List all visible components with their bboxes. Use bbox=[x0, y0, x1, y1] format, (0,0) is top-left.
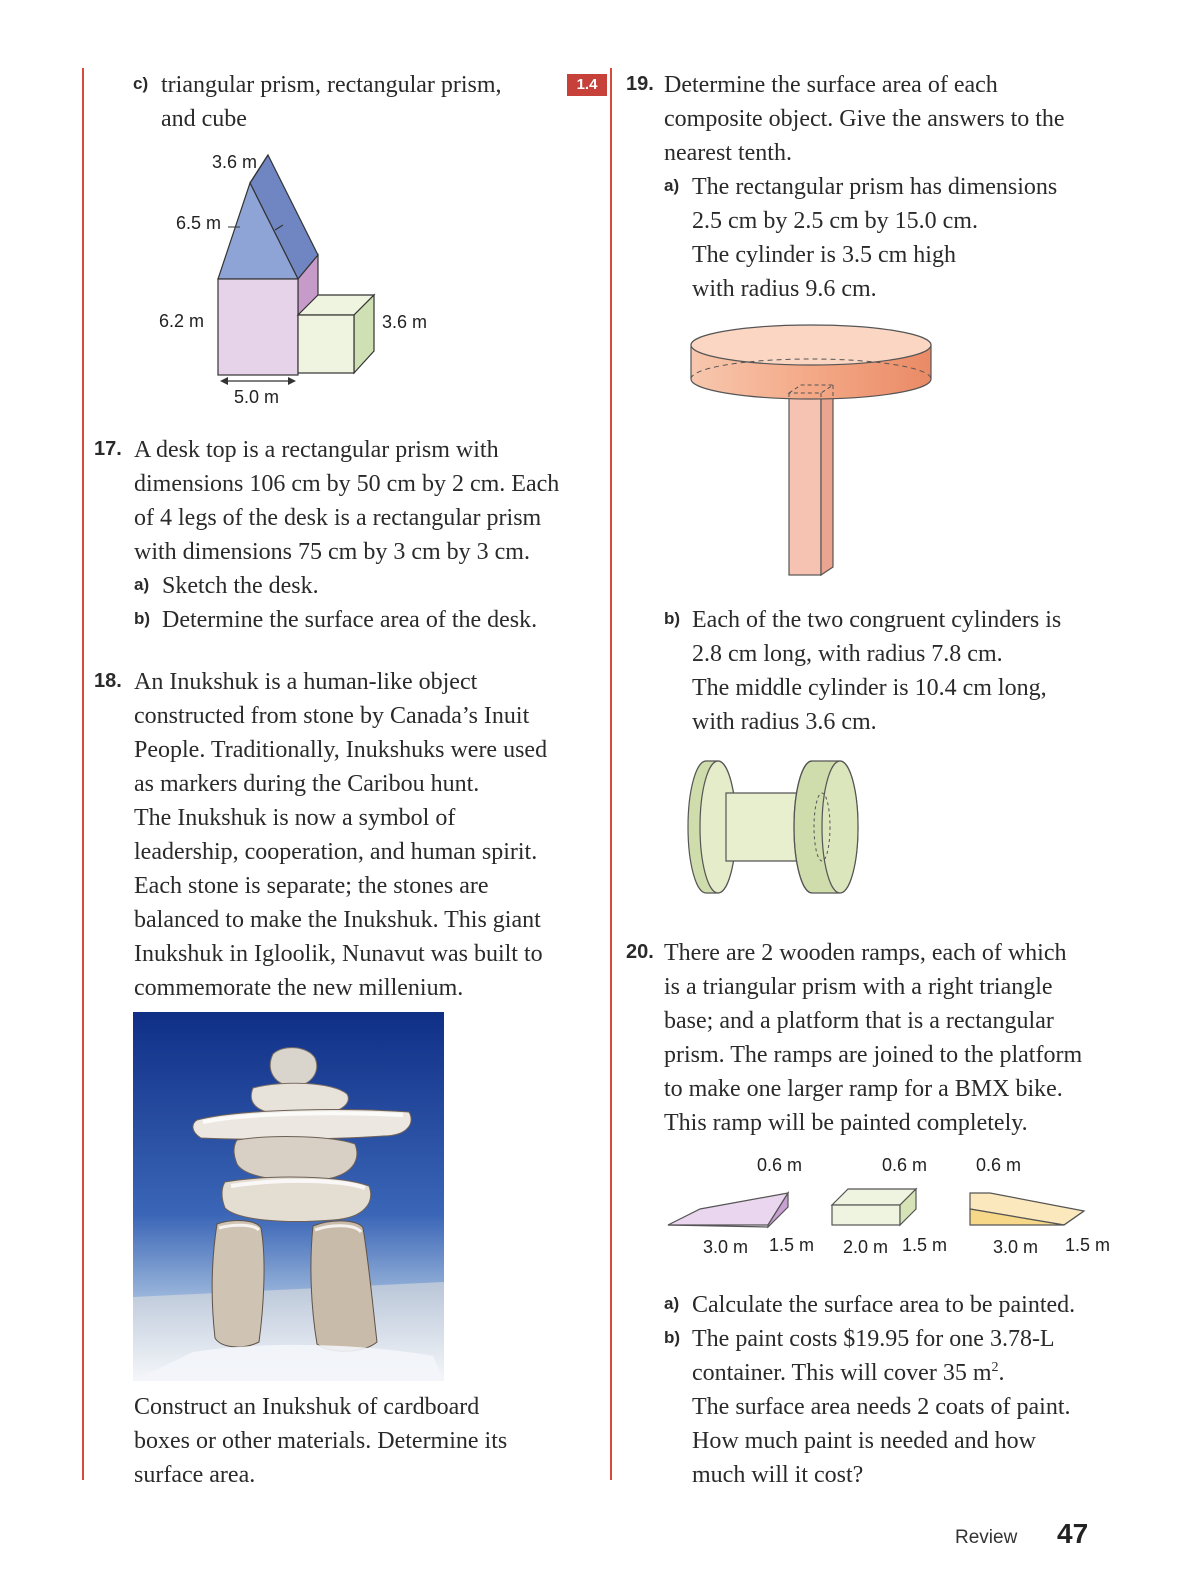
p-w: 1.5 m bbox=[902, 1235, 948, 1255]
q18-line-1: An Inukshuk is a human-like object bbox=[134, 669, 478, 695]
composite-prism-figure bbox=[150, 145, 460, 420]
q19a-line-3: The cylinder is 3.5 cm high bbox=[692, 242, 956, 268]
q19b-line-4: with radius 3.6 cm. bbox=[692, 709, 877, 735]
q20a-label: a) bbox=[664, 1294, 680, 1313]
footer-section-word: Review bbox=[955, 1527, 1018, 1548]
inukshuk-photo bbox=[133, 1012, 444, 1381]
q19a-line-4: with radius 9.6 cm. bbox=[692, 276, 877, 302]
dim-slant: 6.5 m bbox=[176, 213, 222, 233]
q19-line-2: composite object. Give the answers to the bbox=[664, 106, 1065, 132]
r1-len: 3.0 m bbox=[703, 1237, 749, 1257]
q20a-text: Calculate the surface area to be painted. bbox=[692, 1292, 1076, 1318]
q20b-line-2-pre: container. This will cover 35 m bbox=[692, 1360, 992, 1386]
q20b-line-2 bbox=[692, 1356, 1005, 1390]
column-divider-rule bbox=[610, 68, 612, 1480]
r2-top: 0.6 m bbox=[976, 1155, 1022, 1175]
q20b-line-1: The paint costs $19.95 for one 3.78-L bbox=[692, 1326, 1055, 1352]
q18-line-4: as markers during the Caribou hunt. bbox=[134, 771, 480, 797]
r1-w: 1.5 m bbox=[769, 1235, 815, 1255]
dim-top: 3.6 m bbox=[212, 152, 258, 172]
q19b-line-3: The middle cylinder is 10.4 cm long, bbox=[692, 675, 1047, 701]
q17-line-3: of 4 legs of the desk is a rectangular prism bbox=[134, 505, 542, 531]
ramps-figure bbox=[660, 1175, 1100, 1235]
r1-top: 0.6 m bbox=[757, 1155, 803, 1175]
q19a-label: a) bbox=[664, 176, 680, 195]
q17a-text: Sketch the desk. bbox=[162, 573, 319, 599]
q20-number: 20. bbox=[626, 941, 654, 963]
q18-line-10: commemorate the new millenium. bbox=[134, 975, 464, 1001]
q18-line-5: The Inukshuk is now a symbol of bbox=[134, 805, 456, 831]
q20-line-4: prism. The ramps are joined to the platform bbox=[664, 1042, 1083, 1068]
r2-len: 3.0 m bbox=[993, 1237, 1039, 1257]
q18-after-line-1: Construct an Inukshuk of cardboard bbox=[134, 1394, 480, 1420]
q17-line-4: with dimensions 75 cm by 3 cm by 3 cm. bbox=[134, 539, 530, 565]
page-number: 47 bbox=[1057, 1518, 1089, 1549]
ramp-1-top bbox=[668, 1193, 788, 1225]
q18-line-7: Each stone is separate; the stones are bbox=[134, 873, 489, 899]
q19b-line-1: Each of the two congruent cylinders is bbox=[692, 607, 1062, 633]
q17-line-1: A desk top is a rectangular prism with bbox=[134, 437, 499, 463]
dumbbell-cylinders-figure bbox=[686, 755, 866, 903]
dim-height: 6.2 m bbox=[159, 311, 205, 331]
q17b-text: Determine the surface area of the desk. bbox=[162, 607, 538, 633]
q16c-label: c) bbox=[133, 74, 149, 93]
q17-number: 17. bbox=[94, 438, 122, 460]
cube-front-face bbox=[298, 315, 354, 373]
q18-after-line-3: surface area. bbox=[134, 1462, 256, 1488]
q18-after-line-2: boxes or other materials. Determine its bbox=[134, 1428, 508, 1454]
rect-prism-front-face bbox=[218, 279, 298, 375]
q18-line-3: People. Traditionally, Inukshuks were used bbox=[134, 737, 548, 763]
q18-number: 18. bbox=[94, 670, 122, 692]
q19a-line-2: 2.5 cm by 2.5 cm by 15.0 cm. bbox=[692, 208, 978, 234]
q20b-line-2-post: . bbox=[998, 1360, 1005, 1386]
q20-line-1: There are 2 wooden ramps, each of which bbox=[664, 940, 1067, 966]
platform-front bbox=[832, 1205, 900, 1225]
prism-post-front bbox=[789, 385, 821, 575]
q19b-label: b) bbox=[664, 609, 681, 628]
q19-number: 19. bbox=[626, 73, 654, 95]
section-badge: 1.4 bbox=[567, 74, 607, 96]
q20b-label: b) bbox=[664, 1328, 681, 1347]
q17-line-2: dimensions 106 cm by 50 cm by 2 cm. Each bbox=[134, 471, 560, 497]
dim-base: 5.0 m bbox=[234, 387, 280, 407]
prism-post-side bbox=[821, 377, 833, 575]
q17b-label: b) bbox=[134, 609, 151, 628]
q20b-line-3: The surface area needs 2 coats of paint. bbox=[692, 1394, 1071, 1420]
q18-line-2: constructed from stone by Canada’s Inuit bbox=[134, 703, 530, 729]
q16c-line-2: and cube bbox=[161, 106, 247, 132]
q18-line-6: leadership, cooperation, and human spirit. bbox=[134, 839, 538, 865]
q20-line-5: to make one larger ramp for a BMX bike. bbox=[664, 1076, 1063, 1102]
q19b-line-2: 2.8 cm long, with radius 7.8 cm. bbox=[692, 641, 1003, 667]
q20-line-6: This ramp will be painted completely. bbox=[664, 1110, 1028, 1136]
q17a-label: a) bbox=[134, 575, 150, 594]
q19-line-1: Determine the surface area of each bbox=[664, 72, 998, 98]
dim-cube: 3.6 m bbox=[382, 312, 428, 332]
p-len: 2.0 m bbox=[843, 1237, 889, 1257]
p-top: 0.6 m bbox=[882, 1155, 928, 1175]
r2-w: 1.5 m bbox=[1065, 1235, 1111, 1255]
q20b-line-5: much will it cost? bbox=[692, 1462, 864, 1488]
q20-line-2: is a triangular prism with a right triangle bbox=[664, 974, 1053, 1000]
q20-line-3: base; and a platform that is a rectangular bbox=[664, 1008, 1054, 1034]
cylinder-on-prism-figure bbox=[685, 315, 945, 580]
cylinder-top bbox=[691, 325, 931, 365]
q18-line-9: Inukshuk in Igloolik, Nunavut was built to bbox=[134, 941, 543, 967]
q16c-line-1: triangular prism, rectangular prism, bbox=[161, 72, 502, 98]
q18-line-8: balanced to make the Inukshuk. This giant bbox=[134, 907, 541, 933]
q19a-line-1: The rectangular prism has dimensions bbox=[692, 174, 1058, 200]
q19-line-3: nearest tenth. bbox=[664, 140, 792, 166]
left-margin-rule bbox=[82, 68, 84, 1480]
q20b-line-2-sup: 2 bbox=[991, 1360, 999, 1375]
q20b-line-4: How much paint is needed and how bbox=[692, 1428, 1036, 1454]
